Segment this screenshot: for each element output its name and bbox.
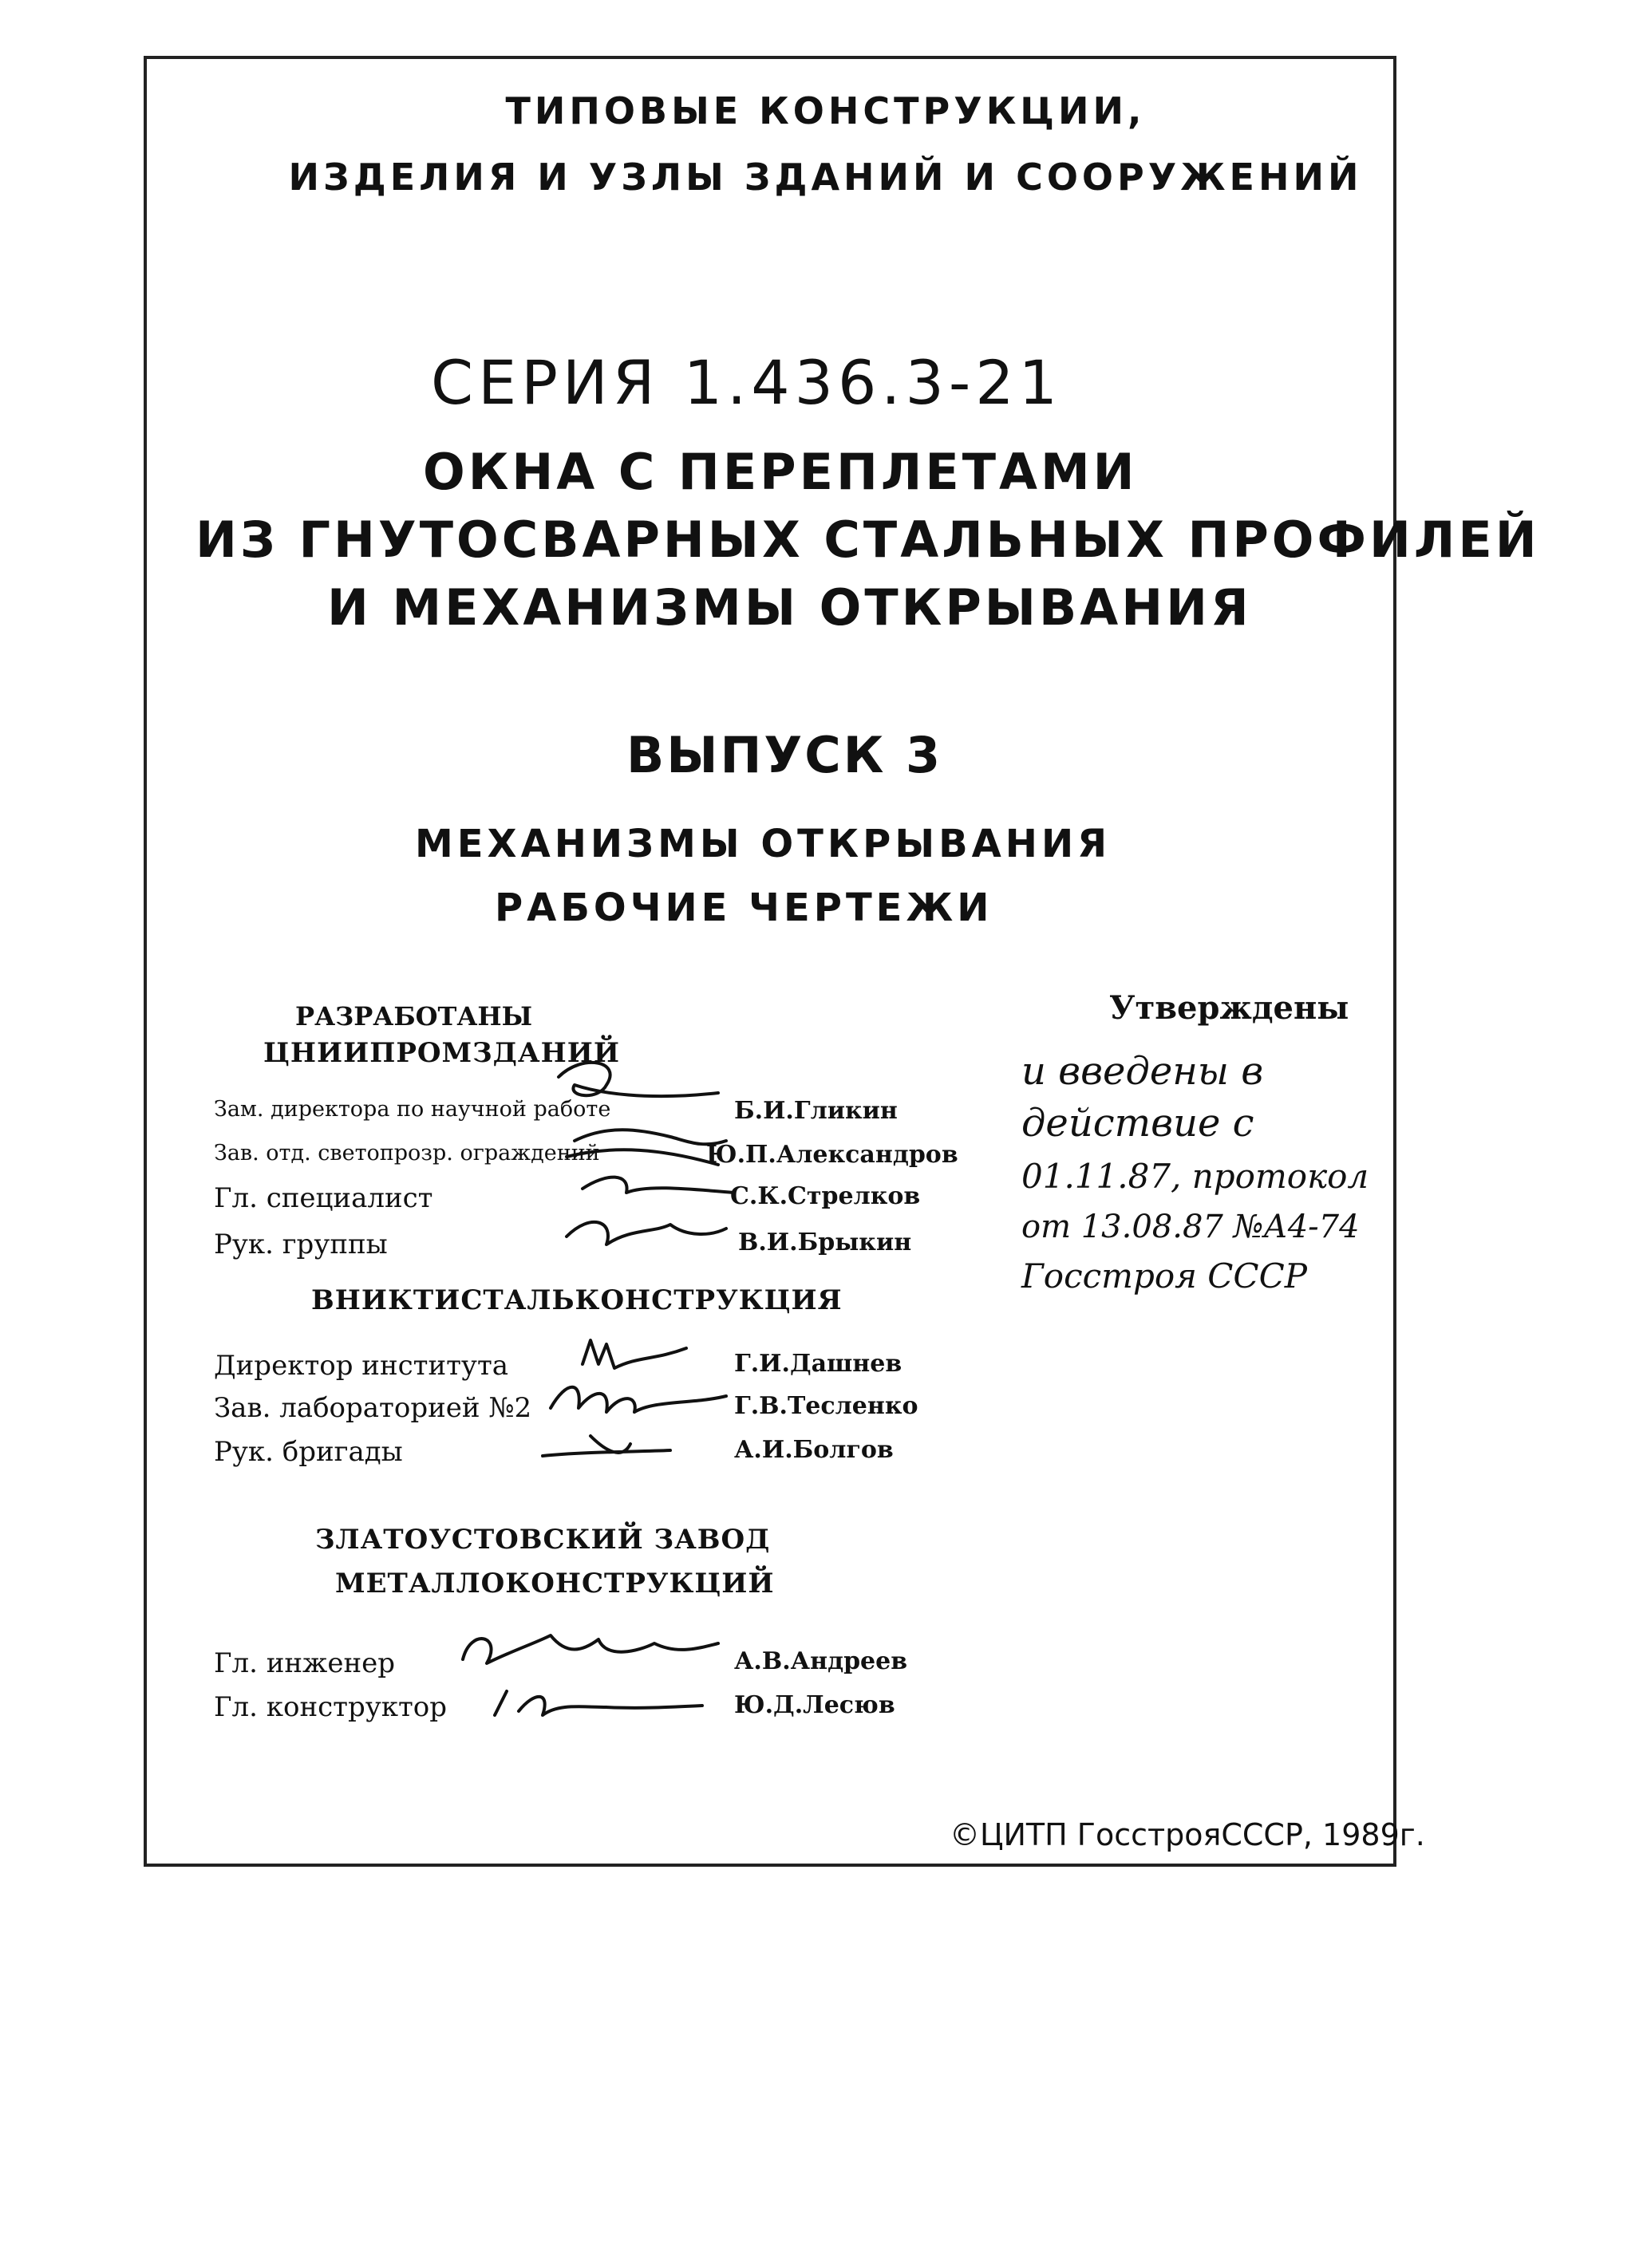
org1-name-3: С.К.Стрелков [730, 1182, 921, 1210]
title-line-2: ИЗ ГНУТОСВАРНЫХ СТАЛЬНЫХ ПРОФИЛЕЙ [196, 511, 1540, 569]
org3-name-1: А.В.Андреев [734, 1647, 908, 1675]
signature-org3 [447, 1619, 734, 1731]
subtitle-line-1: МЕХАНИЗМЫ ОТКРЫВАНИЯ [415, 822, 1112, 866]
org2-role-2: Зав. лабораторией №2 [214, 1392, 532, 1424]
org2-name-2: Г.В.Тесленко [734, 1392, 918, 1420]
title-line-1: ОКНА С ПЕРЕПЛЕТАМИ [423, 443, 1138, 501]
approval-line-1: и введены в [1021, 1049, 1264, 1094]
copyright: ©ЦИТП ГосстрояСССР, 1989г. [950, 1817, 1425, 1852]
org3-name-line-2: МЕТАЛЛОКОНСТРУКЦИЙ [335, 1568, 775, 1599]
approval-line-4: от 13.08.87 №А4-74 [1021, 1209, 1360, 1245]
org3-name-2: Ю.Д.Лесюв [734, 1691, 895, 1719]
org1-name-1: Б.И.Гликин [734, 1097, 898, 1125]
header-line-1: ТИПОВЫЕ КОНСТРУКЦИИ, [505, 89, 1146, 132]
org2-name-1: Г.И.Дашнев [734, 1350, 903, 1378]
header-line-2: ИЗДЕЛИЯ И УЗЛЫ ЗДАНИЙ И СООРУЖЕНИЙ [288, 156, 1363, 199]
series-number: СЕРИЯ 1.436.3-21 [431, 347, 1062, 418]
org1-name-4: В.И.Брыкин [738, 1229, 912, 1256]
org1-name: ЦНИИПРОМЗДАНИЙ [263, 1037, 620, 1069]
approval-heading: Утверждены [1109, 989, 1349, 1027]
approval-line-5: Госстроя СССР [1021, 1256, 1307, 1296]
issue-number: ВЫПУСК 3 [626, 726, 943, 784]
subtitle-line-2: РАБОЧИЕ ЧЕРТЕЖИ [495, 886, 993, 930]
org1-role-2: Зав. отд. светопрозр. ограждений [214, 1141, 600, 1166]
org3-role-1: Гл. инженер [214, 1647, 395, 1679]
org2-name: ВНИКТИСТАЛЬКОНСТРУКЦИЯ [311, 1284, 843, 1316]
org1-name-2: Ю.П.Александров [706, 1141, 958, 1169]
signature-org2 [535, 1332, 734, 1476]
org1-role-1: Зам. директора по научной работе [214, 1097, 611, 1122]
org3-role-2: Гл. конструктор [214, 1691, 448, 1723]
signature-glikin [551, 1053, 734, 1292]
title-line-3: И МЕХАНИЗМЫ ОТКРЫВАНИЯ [327, 578, 1252, 637]
org2-role-1: Директор института [214, 1350, 509, 1382]
approval-line-2: действие с [1021, 1101, 1254, 1146]
approval-line-3: 01.11.87, протокол [1021, 1157, 1369, 1196]
org1-role-3: Гл. специалист [214, 1182, 433, 1214]
org2-role-3: Рук. бригады [214, 1436, 403, 1468]
org2-name-3: А.И.Болгов [734, 1436, 894, 1464]
org1-role-4: Рук. группы [214, 1229, 388, 1260]
org3-name-line-1: ЗЛАТОУСТОВСКИЙ ЗАВОД [315, 1524, 771, 1556]
developers-heading: РАЗРАБОТАНЫ [295, 1001, 533, 1031]
